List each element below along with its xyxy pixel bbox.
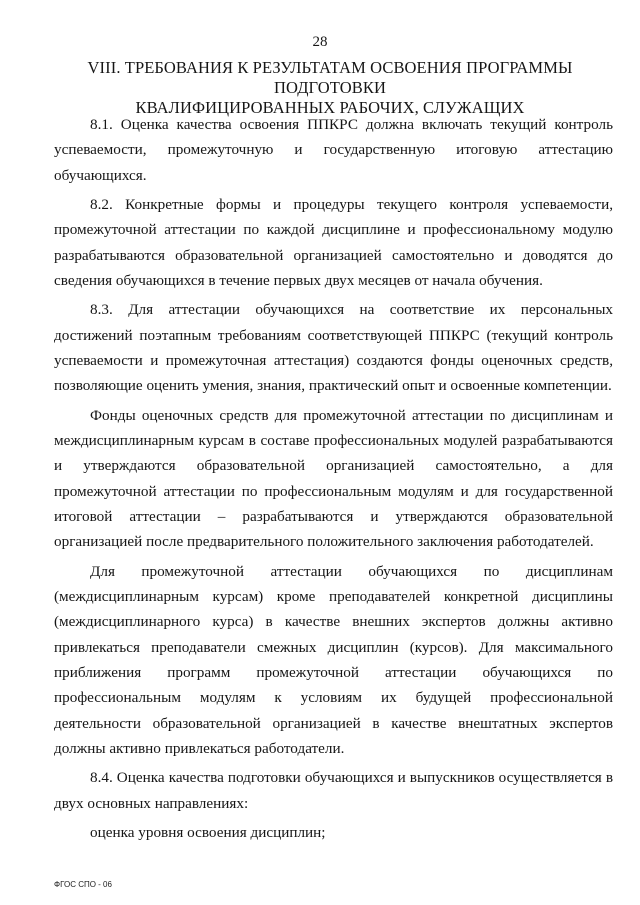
list-item-discipline-assessment: оценка уровня освоения дисциплин; (90, 824, 326, 842)
paragraph-assessment-funds: Фонды оценочных средств для промежуточной аттестации по дисциплинам и междисциплинарным курсам в составе профессиональных модулей разрабатываются и утверждаются образовательной организацией самостоятельно, а для промежуточной аттестации по профессиональным модулям и для государственной итоговой аттестации – разрабатываются и утверждаются образовательной организацией после предварительного положительного заключения работодателей. (54, 406, 613, 551)
paragraph-8-1: 8.1. Оценка качества освоения ППКРС должна включать текущий контроль успеваемости, промежуточную и государственную итоговую аттестацию обучающихся. (54, 116, 613, 184)
section-heading-line-2: КВАЛИФИЦИРОВАННЫХ РАБОЧИХ, СЛУЖАЩИХ (135, 98, 525, 117)
paragraph-8-3: 8.3. Для аттестации обучающихся на соответствие их персональных достижений поэтапным требованиям соответствующей ППКРС (текущий контроль успеваемости и промежуточная аттестация) создаются фонды оценочных средств, позволяющие оценить умения, знания, практический опыт и освоенные компетенции. (54, 301, 613, 395)
paragraph-8-4: 8.4. Оценка качества подготовки обучающихся и выпускников осуществляется в двух основных направлениях: (54, 769, 613, 812)
section-heading (50, 58, 610, 118)
footer-standard-code: ФГОС СПО - 06 (54, 880, 112, 889)
paragraph-external-experts: Для промежуточной аттестации обучающихся по дисциплинам (междисциплинарным курсам) кроме преподавателей конкретной дисциплины (междисциплинарного курса) в качестве внешних экспертов должны активно привлекаться преподаватели смежных дисциплин (курсов). Для максимального приближения программ промежуточной аттестации обучающихся по профессиональным модулям к условиям их будущей профессиональной деятельности образовательной организацией в качестве внештатных экспертов должны активно привлекаться работодатели. (54, 562, 613, 757)
body-text (54, 112, 613, 845)
section-heading-line-1: VIII. ТРЕБОВАНИЯ К РЕЗУЛЬТАТАМ ОСВОЕНИЯ ПРОГРАММЫ ПОДГОТОВКИ (87, 58, 573, 97)
page-number: 28 (312, 34, 328, 50)
paragraph-8-2: 8.2. Конкретные формы и процедуры текущего контроля успеваемости, промежуточной аттестации по каждой дисциплине и профессиональному модулю разрабатываются образовательной организацией самостоятельно и доводятся до сведения обучающихся в течение первых двух месяцев от начала обучения. (54, 196, 613, 289)
